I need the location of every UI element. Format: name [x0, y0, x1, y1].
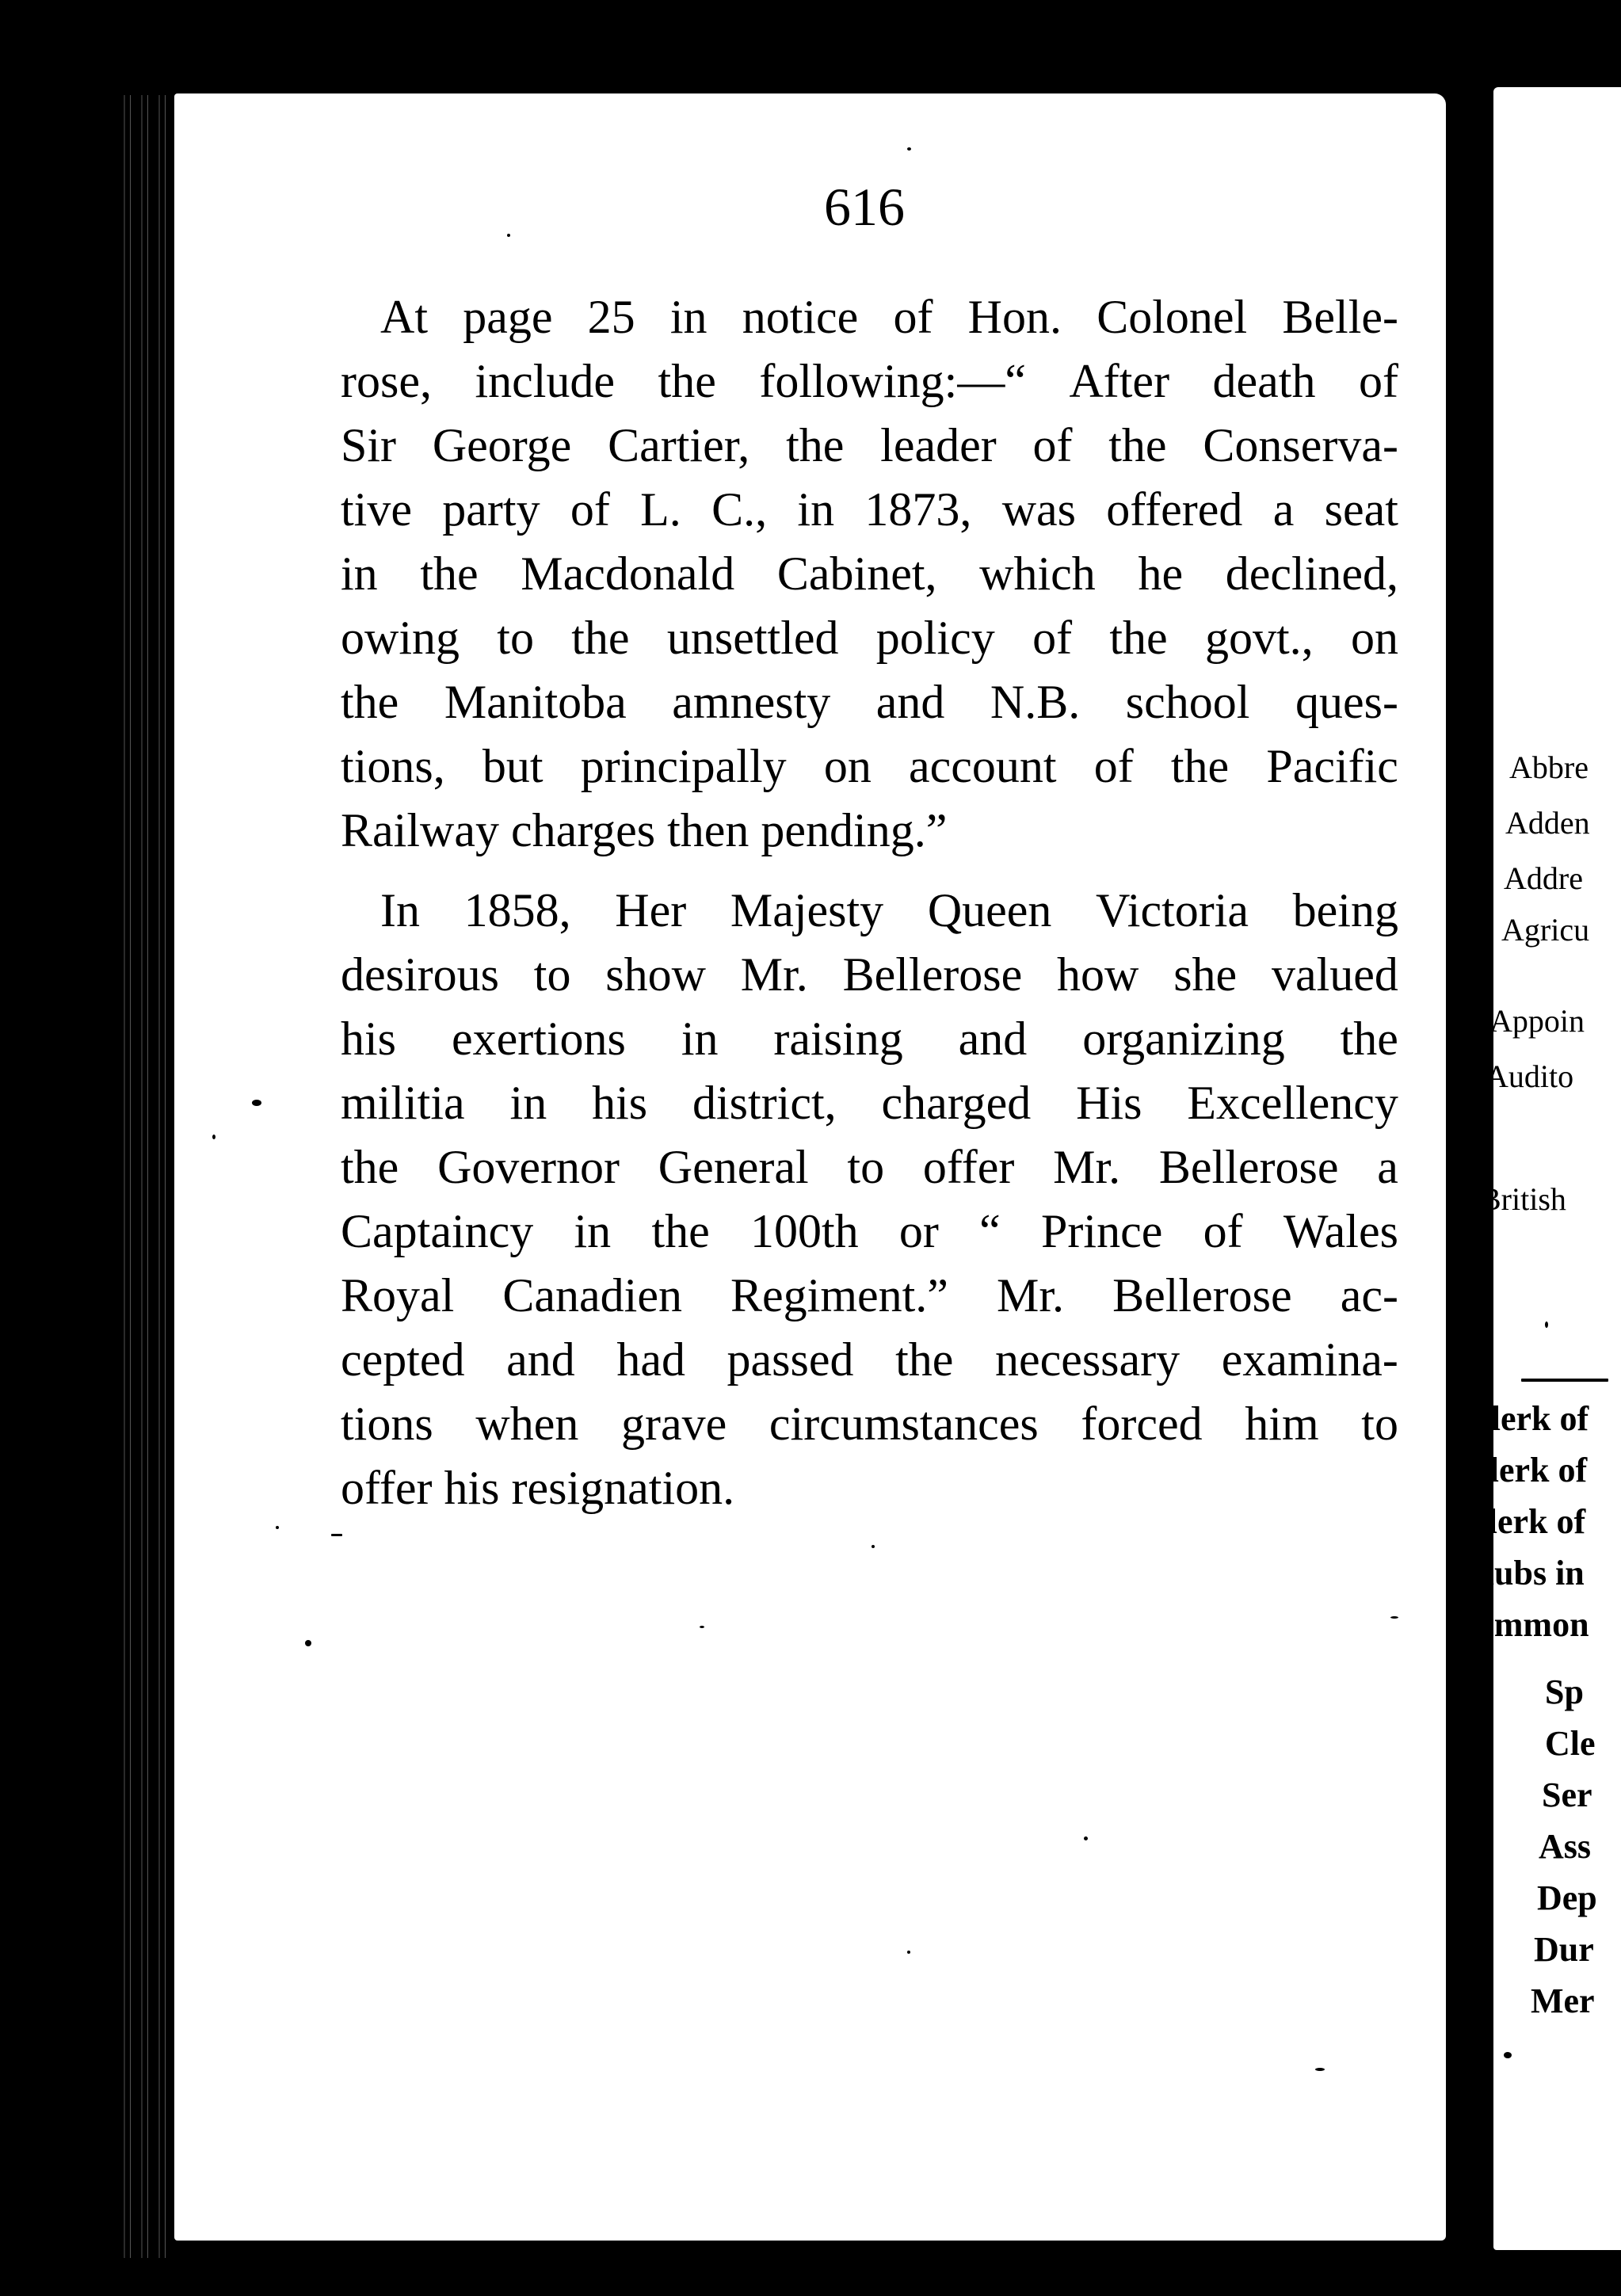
facing-page-entry: Clerk of: [1466, 1399, 1589, 1438]
text-line: tive party of L. C., in 1873, was offered a seat: [341, 483, 1398, 536]
speck: [1315, 2068, 1325, 2071]
speck: [700, 1626, 704, 1628]
text-line: in the Macdonald Cabinet, which he declined,: [341, 547, 1398, 600]
facing-page-entry: Audito: [1486, 1058, 1574, 1094]
speck: [1504, 2052, 1512, 2058]
facing-page-entry: Clerk of: [1464, 1451, 1588, 1489]
text-line: owing to the unsettled policy of the govt., on: [341, 612, 1398, 664]
speck: [331, 1534, 342, 1536]
facing-page-entry: Common: [1451, 1605, 1589, 1644]
speck: [212, 1135, 215, 1139]
speck: [1521, 1379, 1608, 1382]
facing-page-entry: Ass: [1539, 1827, 1592, 1866]
facing-page-entry: British: [1480, 1181, 1566, 1217]
text-line: rose, include the following:—“ After death of: [341, 355, 1398, 407]
text-line: the Governor General to offer Mr. Bellerose a: [341, 1141, 1398, 1193]
text-line: tions when grave circumstances forced him to: [341, 1398, 1398, 1450]
facing-page-entry: Appoin: [1489, 1003, 1585, 1039]
facing-page-entry: Sp: [1545, 1672, 1584, 1711]
speck: [305, 1640, 311, 1646]
paragraph-gap: [341, 863, 1398, 879]
speck: [276, 1526, 279, 1529]
text-line: his exertions in raising and organizing the: [341, 1013, 1398, 1065]
facing-page-entry: Adden: [1505, 805, 1590, 841]
book-binding-edge: [119, 95, 174, 2258]
facing-page-entry: Mer: [1531, 1981, 1595, 2020]
text-line: Royal Canadien Regiment.” Mr. Bellerose ac-: [341, 1269, 1398, 1322]
speck: [1084, 1836, 1088, 1840]
text-line: tions, but principally on account of the Pacific: [341, 740, 1398, 792]
text-line: militia in his district, charged His Excellency: [341, 1077, 1398, 1129]
speck: [1545, 1322, 1548, 1328]
speck: [1390, 1616, 1398, 1619]
speck: [252, 1100, 261, 1106]
text-line: Railway charges then pending.”: [341, 804, 948, 856]
body-text: [341, 285, 1398, 1520]
facing-page-entry: Cle: [1545, 1724, 1596, 1763]
facing-page-entry: Ser: [1542, 1775, 1592, 1814]
speck: [907, 147, 911, 151]
facing-page: [1493, 87, 1621, 2250]
facing-page-entry: Agricu: [1501, 912, 1590, 948]
text-line: desirous to show Mr. Bellerose how she valued: [341, 948, 1398, 1001]
facing-page-entry: Addre: [1504, 860, 1583, 896]
facing-page-entry: Clubs in: [1459, 1554, 1585, 1592]
speck: [907, 1951, 910, 1954]
speck: [872, 1545, 875, 1548]
text-line: In 1858, Her Majesty Queen Victoria being: [380, 884, 1398, 936]
text-line: offer his resignation.: [341, 1462, 735, 1514]
facing-page-entry: Clerk of: [1463, 1502, 1586, 1541]
text-line: the Manitoba amnesty and N.B. school ques-: [341, 676, 1398, 728]
text-line: At page 25 in notice of Hon. Colonel Belle-: [380, 291, 1398, 343]
facing-page-entry: Abbre: [1509, 749, 1589, 785]
text-line: Sir George Cartier, the leader of the Conserva-: [341, 419, 1398, 471]
facing-page-entry: Dur: [1534, 1930, 1594, 1969]
page-number: 616: [824, 177, 905, 237]
text-line: cepted and had passed the necessary examina-: [341, 1333, 1398, 1386]
facing-page-entry: Dep: [1537, 1878, 1597, 1917]
speck: [507, 234, 510, 237]
text-line: Captaincy in the 100th or “ Prince of Wales: [341, 1205, 1398, 1257]
